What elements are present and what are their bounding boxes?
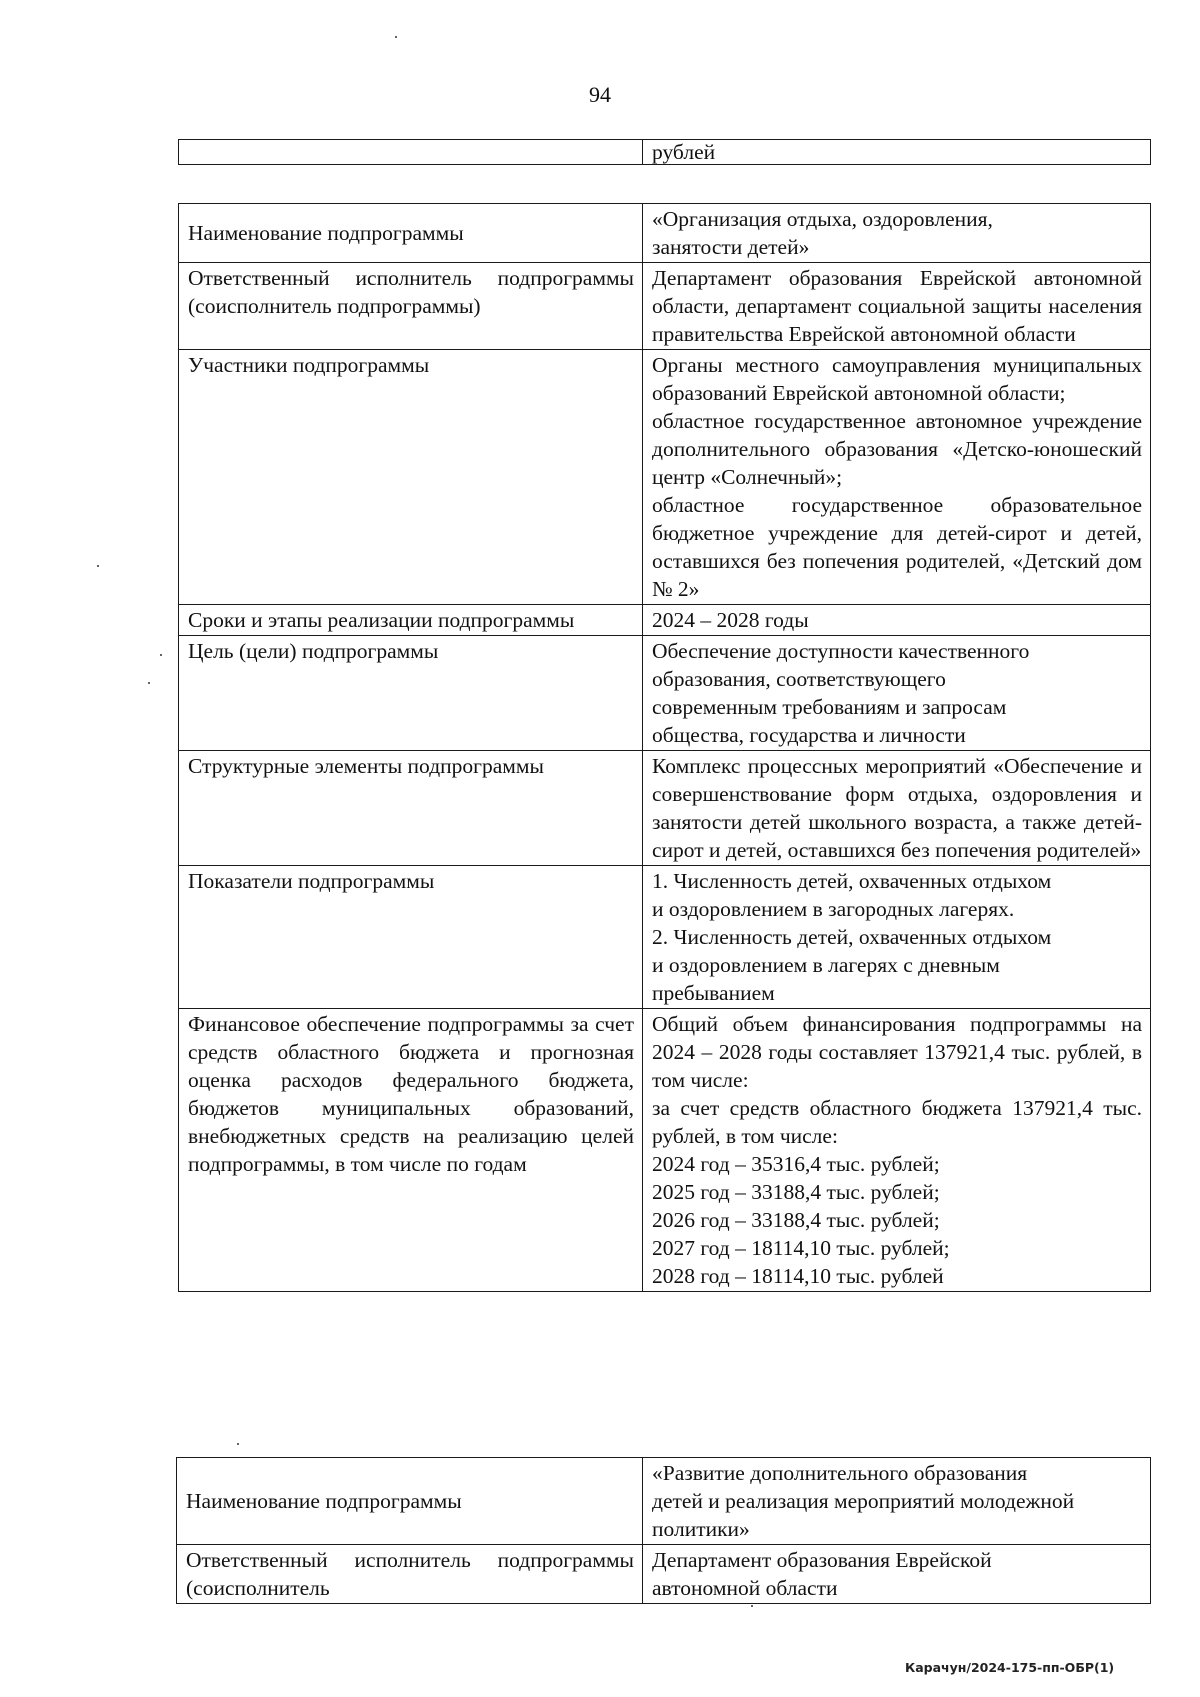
funding-year: 2024 год – 35316,4 тыс. рублей; bbox=[652, 1152, 940, 1176]
row-value bbox=[643, 636, 1151, 751]
top-fragment-table bbox=[178, 139, 1151, 165]
value-line: 1. Численность детей, охваченных отдыхом bbox=[652, 869, 1052, 893]
row-value: Комплекс процессных мероприятий «Обеспечение и совершенствование форм отдыха, оздоровления и занятости детей школьного возраста, а также детей-сирот и детей, оставшихся без попечения родителей» bbox=[643, 751, 1151, 866]
value-line: и оздоровлением в лагерях с дневным bbox=[652, 953, 1000, 977]
scan-speck bbox=[97, 565, 99, 567]
table-row bbox=[179, 140, 1151, 165]
document-footer-code: Карачун/2024-175-пп-ОБР(1) bbox=[905, 1660, 1115, 1675]
cell-left bbox=[179, 140, 643, 165]
row-label: Структурные элементы подпрограммы bbox=[179, 751, 643, 866]
value-line: образования, соответствующего bbox=[652, 667, 946, 691]
row-value bbox=[643, 866, 1151, 1009]
row-label: Сроки и этапы реализации подпрограммы bbox=[179, 605, 643, 636]
table-row bbox=[179, 866, 1151, 1009]
funding-regional: за счет средств областного бюджета 137921,4 тыс. рублей, в том числе: bbox=[652, 1096, 1142, 1148]
participant: областное государственное автономное учреждение дополнительного образования «Детско-юношеский центр «Солнечный»; bbox=[652, 409, 1142, 489]
row-label: Наименование подпрограммы bbox=[177, 1458, 643, 1545]
value-line: «Развитие дополнительного образования bbox=[652, 1461, 1028, 1485]
table-row bbox=[179, 204, 1151, 263]
value-line: занятости детей» bbox=[652, 235, 810, 259]
row-label: Ответственный исполнитель подпрограммы (соисполнитель подпрограммы) bbox=[179, 263, 643, 350]
row-value bbox=[643, 350, 1151, 605]
row-value: 2024 – 2028 годы bbox=[643, 605, 1151, 636]
scan-speck bbox=[395, 36, 397, 38]
participant: областное государственное образовательное бюджетное учреждение для детей-сирот и детей, оставшихся без попечения родителей, «Детский дом № 2» bbox=[652, 493, 1142, 601]
table-row bbox=[179, 636, 1151, 751]
table-row bbox=[179, 263, 1151, 350]
value-line: 2. Численность детей, охваченных отдыхом bbox=[652, 925, 1052, 949]
row-value bbox=[643, 1009, 1151, 1292]
cell-right: рублей bbox=[643, 140, 1151, 165]
funding-year: 2026 год – 33188,4 тыс. рублей; bbox=[652, 1208, 940, 1232]
funding-year: 2025 год – 33188,4 тыс. рублей; bbox=[652, 1180, 940, 1204]
funding-year: 2028 год – 18114,10 тыс. рублей bbox=[652, 1264, 944, 1288]
participant: Органы местного самоуправления муниципальных образований Еврейской автономной области; bbox=[652, 353, 1142, 405]
value-line: общества, государства и личности bbox=[652, 723, 966, 747]
value-line: автономной области bbox=[652, 1576, 838, 1600]
value-line: Департамент образования Еврейской bbox=[652, 1548, 992, 1572]
scan-speck bbox=[148, 682, 150, 684]
value-line: «Организация отдыха, оздоровления, bbox=[652, 207, 993, 231]
row-value bbox=[643, 204, 1151, 263]
value-line: Обеспечение доступности качественного bbox=[652, 639, 1030, 663]
row-label: Показатели подпрограммы bbox=[179, 866, 643, 1009]
row-value: Департамент образования Еврейской автономной области, департамент социальной защиты населения правительства Еврейской автономной области bbox=[643, 263, 1151, 350]
table-row bbox=[179, 1009, 1151, 1292]
row-label: Наименование подпрограммы bbox=[179, 204, 643, 263]
value-line: политики» bbox=[652, 1517, 750, 1541]
funding-year: 2027 год – 18114,10 тыс. рублей; bbox=[652, 1236, 950, 1260]
row-label: Участники подпрограммы bbox=[179, 350, 643, 605]
subprogram-passport-table bbox=[178, 203, 1151, 1292]
value-line: современным требованиям и запросам bbox=[652, 695, 1007, 719]
row-label: Финансовое обеспечение подпрограммы за счет средств областного бюджета и прогнозная оценка расходов федерального бюджета, бюджетов муниципальных образований, внебюджетных средств на реализацию целей подпрограммы, в том числе по годам bbox=[179, 1009, 643, 1292]
row-value bbox=[643, 1545, 1151, 1604]
value-line: детей и реализация мероприятий молодежной bbox=[652, 1489, 1075, 1513]
table-row bbox=[179, 751, 1151, 866]
row-value bbox=[643, 1458, 1151, 1545]
table-row bbox=[179, 605, 1151, 636]
page-number: 94 bbox=[589, 82, 611, 107]
row-label: Ответственный исполнитель подпрограммы (соисполнитель bbox=[177, 1545, 643, 1604]
table-row bbox=[177, 1545, 1151, 1604]
funding-intro: Общий объем финансирования подпрограммы на 2024 – 2028 годы составляет 137921,4 тыс. рублей, в том числе: bbox=[652, 1012, 1142, 1092]
scan-speck bbox=[751, 1605, 753, 1607]
table-row bbox=[179, 350, 1151, 605]
value-line: пребыванием bbox=[652, 981, 775, 1005]
value-line: и оздоровлением в загородных лагерях. bbox=[652, 897, 1015, 921]
scan-speck bbox=[160, 654, 162, 656]
second-subprogram-table bbox=[176, 1457, 1151, 1604]
scan-speck bbox=[237, 1443, 239, 1445]
row-label: Цель (цели) подпрограммы bbox=[179, 636, 643, 751]
table-row bbox=[177, 1458, 1151, 1545]
